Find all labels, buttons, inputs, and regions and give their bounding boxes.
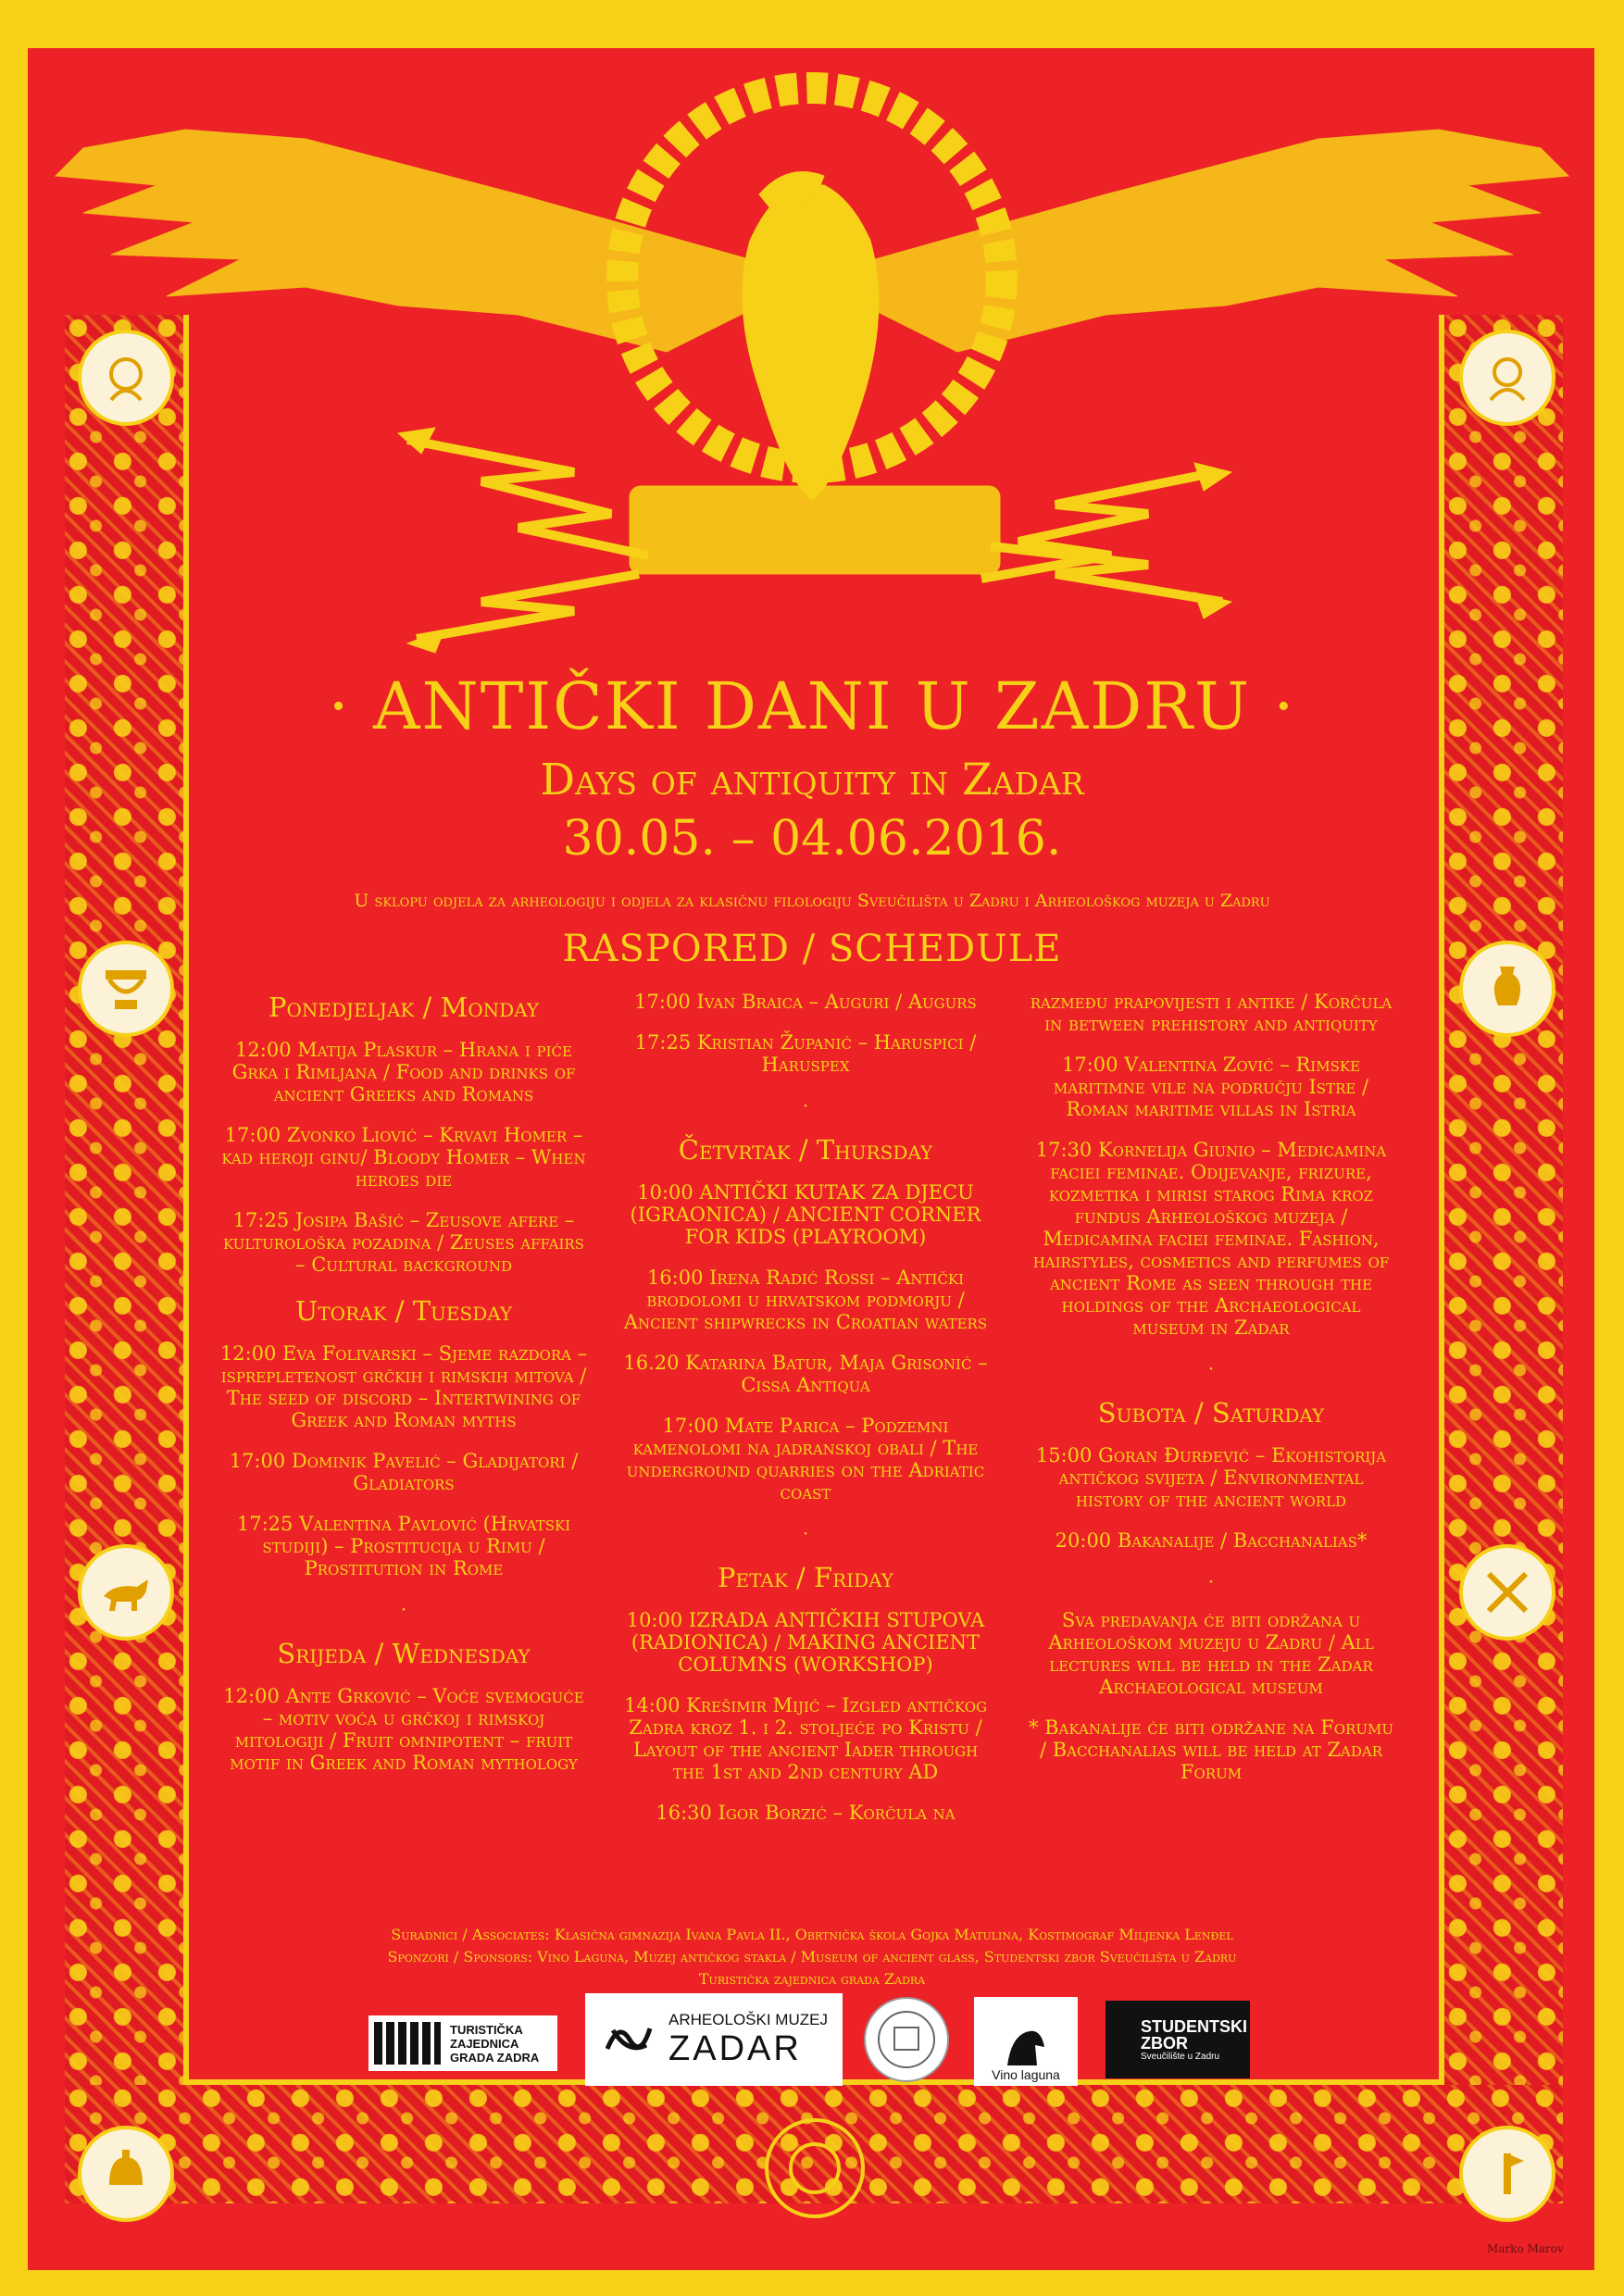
- lecture-item: 16:00 Irena Radić Rossi – Antički brodolomi u hrvatskom podmorju / Ancient shipwrecks in Croatian waters: [623, 1267, 988, 1333]
- lecture-item: 16:30 Igor Borzić – Korčula na: [656, 1802, 956, 1824]
- logo-text-line: Sveučilište u Zadru: [1141, 2051, 1220, 2062]
- lecture-item: 17:00 Zvonko Liović – Krvavi Homer – kad heroji ginu/ Bloody Homer – When heroes die: [221, 1124, 586, 1191]
- legionary-helmet-icon: [78, 2126, 174, 2222]
- logo-text-line: ZADAR: [668, 2028, 802, 2068]
- schedule-heading: RASPORED / SCHEDULE: [562, 928, 1062, 970]
- venue-note: Sva predavanja će biti održana u Arheološkom muzeju u Zadru / All lectures will be held in the Zadar Archaeological museum: [1048, 1609, 1374, 1698]
- logo-text-line: ZAJEDNICA: [450, 2036, 519, 2051]
- logo-text-line: Vino laguna: [992, 2067, 1060, 2082]
- tourist-board-logo-text: [450, 2023, 539, 2065]
- logo-text-line: ZBOR: [1141, 2033, 1188, 2053]
- artist-signature: Marko Marov: [1487, 2242, 1564, 2255]
- lecture-item: razmeđu prapovijesti i antike / Korčula in between prehistory and antiquity: [1030, 991, 1393, 1035]
- museum-knot-icon: [600, 2012, 656, 2067]
- lecture-item: 17:00 Ivan Braica – Auguri / Augurs: [634, 991, 977, 1013]
- vino-laguna-figure-icon: [998, 2019, 1054, 2067]
- lecture-item: 16.20 Katarina Batur, Maja Grisonić – Cissa Antiqua: [623, 1352, 988, 1396]
- lecture-item: 17:00 Dominik Pavelić – Gladijatori / Gladiators: [229, 1450, 579, 1494]
- separator-dot: ·: [400, 1598, 407, 1620]
- museum-logo-text: [668, 2011, 828, 2069]
- separator-dot: ·: [802, 1522, 809, 1544]
- left-wing: [56, 130, 815, 352]
- associates-line: Suradnici / Associates: Klasična gimnazija Ivana Pavla II., Obrtnička škola Gojka Matulina, Kostimograf Miljenka Lenđel: [391, 1926, 1233, 1943]
- sponsors-line-2: Turistička zajednica grada Zadra: [698, 1970, 926, 1988]
- day-heading-tuesday: Utorak / Tuesday: [294, 1295, 513, 1327]
- day-heading-thursday: Četvrtak / Thursday: [678, 1134, 933, 1166]
- logo-text-line: STUDENTSKI: [1141, 2016, 1248, 2036]
- lecture-item: 15:00 Goran Đurđević – Ekohistorija antičkog svijeta / Environmental history of the ancient world: [1035, 1444, 1387, 1511]
- tourist-board-mark-icon: [374, 2022, 441, 2065]
- right-wing: [809, 130, 1568, 352]
- lecture-item: 14:00 Krešimir Mijić – Izgled antičkog Zadra kroz 1. i 2. stoljeće po Kristu / Layout of the ancient Iader through the 1st and 2nd century AD: [623, 1694, 988, 1783]
- lecture-item: 17:00 Valentina Zović – Rimske maritimne vile na području Istre / Roman maritime villas in Istria: [1053, 1054, 1369, 1120]
- lecture-item: 17:25 Valentina Pavlović (Hrvatski studiji) – Prostitucija u Rimu / Prostitution in Rome: [236, 1513, 571, 1579]
- lecture-item: 17:00 Mate Parica – Podzemni kamenolomi na jadranskoj obali / The underground quarries on the Adriatic coast: [626, 1415, 985, 1504]
- day-heading-monday: Ponedjeljak / Monday: [268, 992, 539, 1023]
- vino-laguna-logo: [974, 1997, 1078, 2086]
- day-heading-saturday: Subota / Saturday: [1097, 1397, 1325, 1429]
- day-heading-friday: Petak / Friday: [718, 1562, 893, 1593]
- lecture-item: 17:25 Josipa Bašić – Zeusove afere – kulturološka pozadina / Zeuses affairs – Cultural background: [223, 1209, 584, 1276]
- event-dates: 30.05. – 04.06.2016.: [562, 811, 1062, 867]
- lecture-item: 12:00 Matija Plaskur – Hrana i piće Grka i Rimljana / Food and drinks of ancient Greeks and Romans: [231, 1039, 576, 1105]
- university-seal-icon: [874, 2007, 939, 2072]
- schedule-column-2: [620, 991, 991, 1842]
- separator-dot: ·: [1207, 1570, 1215, 1592]
- spqr-seal-icon: [765, 2118, 865, 2218]
- crossed-swords-icon: [1459, 1544, 1555, 1641]
- poster-title: · ANTIČKI DANI U ZADRU ·: [328, 668, 1296, 744]
- lecture-item: 12:00 Ante Grković – Voće svemoguće – motiv voća u grčkoj i rimskoj mitologiji / Fruit omnipotent – fruit motif in Greek and Roman mythology: [223, 1685, 584, 1774]
- logo-text-line: GRADA ZADRA: [450, 2050, 540, 2065]
- eagle-emblem: [0, 0, 1624, 685]
- lightning-bolt: [417, 574, 639, 639]
- day-heading-wednesday: Srijeda / Wednesday: [277, 1638, 531, 1669]
- sponsors-line: Sponzori / Sponsors: Vino Laguna, Muzej antičkog stakla / Museum of ancient glass, Studentski zbor Sveučilišta u Zadru: [387, 1948, 1237, 1965]
- she-wolf-icon: [78, 1544, 174, 1641]
- lecture-item: 10:00 IZRADA ANTIČKIH STUPOVA (RADIONICA) / MAKING ANCIENT COLUMNS (WORKSHOP): [626, 1609, 985, 1676]
- lecture-item: 20:00 Bakanalije / Bacchanalias*: [1055, 1529, 1368, 1552]
- logo-text-line: ARHEOLOŠKI MUZEJ: [668, 2010, 828, 2028]
- lightning-bundle: [630, 486, 1000, 574]
- lightning-bolt: [407, 440, 648, 555]
- bacchanalia-note: * Bakanalije će biti održane na Forumu / Bacchanalias will be held at Zadar Forum: [1028, 1716, 1394, 1783]
- separator-dot: ·: [1207, 1357, 1215, 1379]
- organizers-line: U sklopu odjela za arheologiju i odjela za klasičnu filologiju Sveučilišta u Zadru i Arheološkog muzeja u Zadru: [354, 891, 1270, 911]
- lecture-item: 12:00 Eva Folivarski – Sjeme razdora – isprepletenost grčkih i rimskih mitova / The seed of discord – Intertwining of Greek and Roman myths: [219, 1342, 588, 1431]
- logo-text-line: TURISTIČKA: [450, 2022, 523, 2037]
- poster-subtitle: Days of antiquity in Zadar: [540, 755, 1084, 805]
- lecture-item: 10:00 ANTIČKI KUTAK ZA DJECU (IGRAONICA) / ANCIENT CORNER FOR KIDS (PLAYROOM): [630, 1181, 981, 1248]
- tourist-board-logo: [369, 2015, 557, 2071]
- separator-dot: ·: [802, 1094, 809, 1117]
- arrow-head: [1194, 463, 1231, 491]
- archaeological-museum-logo: [585, 1993, 843, 2086]
- lecture-item: 17:30 Kornelija Giunio – Medicamina faciei feminae. Odijevanje, frizure, kozmetika i mirisi starog Rima kroz fundus Arheološkog muzeja / Medicamina faciei feminae. Fashion, hairstyles, cosmetics and perfumes of ancient Rome as seen through the holdings of the Archaeological museum in Zadar: [1032, 1139, 1390, 1339]
- student-union-logo: [1106, 2001, 1250, 2078]
- schedule-column-1: [219, 991, 589, 1792]
- schedule-column-3: [1026, 991, 1396, 1802]
- credits-footer: [194, 1924, 1430, 1990]
- lecture-item: 17:25 Kristian Županić – Haruspici / Haruspex: [634, 1031, 977, 1076]
- fasces-icon: [1459, 2126, 1555, 2222]
- university-seal-logo: [864, 1997, 949, 2082]
